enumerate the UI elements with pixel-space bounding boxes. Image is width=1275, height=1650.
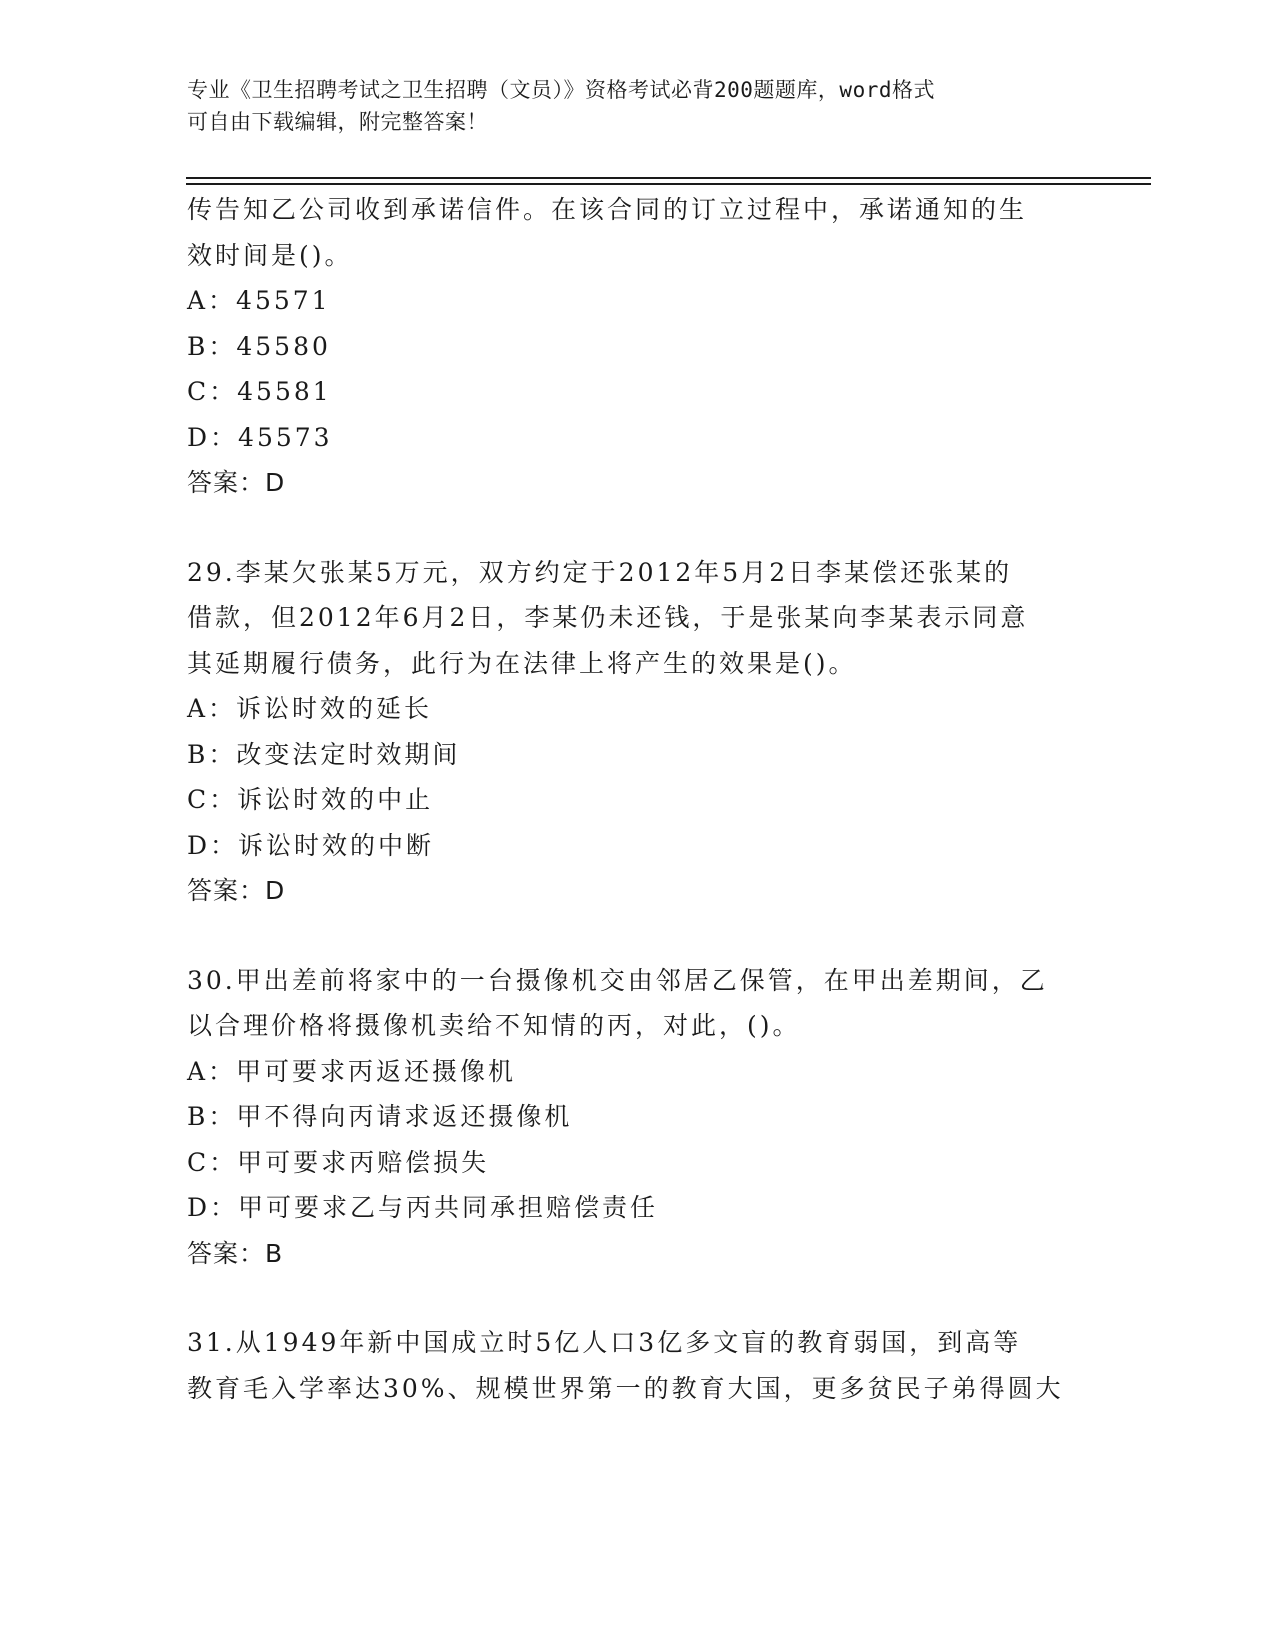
header-line-1: 专业《卫生招聘考试之卫生招聘（文员）》资格考试必背200题题库，word格式	[187, 78, 935, 102]
option-b: B：改变法定时效期间	[187, 739, 461, 769]
question-stem-line: 效时间是()。	[187, 240, 353, 270]
question-stem-line: 以合理价格将摄像机卖给不知情的丙，对此，()。	[187, 1011, 801, 1040]
answer: 答案：D	[187, 876, 286, 905]
header-rule-bottom	[186, 183, 1151, 185]
option-c: C：甲可要求丙赔偿损失	[187, 1147, 490, 1177]
question-gap	[187, 506, 1087, 550]
header-line-2: 可自由下载编辑，附完整答案！	[187, 110, 488, 134]
question-stem-line: 29.李某欠张某5万元，双方约定于2012年5月2日李某偿还张某的	[187, 557, 1013, 587]
question-stem-line: 借款，但2012年6月2日，李某仍未还钱，于是张某向李某表示同意	[187, 603, 1029, 632]
question-30	[187, 958, 1087, 1277]
option-d: D：45573	[187, 422, 333, 452]
answer: 答案：D	[187, 468, 286, 497]
option-a: A：诉讼时效的延长	[187, 694, 433, 723]
question-stem-line: 其延期履行债务，此行为在法律上将产生的效果是()。	[187, 648, 857, 678]
question-gap	[187, 914, 1087, 958]
header-rule-top	[186, 177, 1151, 179]
option-a: A：45571	[187, 286, 331, 315]
option-a: A：甲可要求丙返还摄像机	[187, 1056, 517, 1086]
answer: 答案：B	[187, 1238, 284, 1268]
question-29	[187, 550, 1087, 914]
option-d: D：甲可要求乙与丙共同承担赔偿责任	[187, 1193, 659, 1222]
option-c: C：45581	[187, 377, 332, 406]
question-31	[187, 1320, 1087, 1411]
question-list	[187, 187, 1087, 1411]
question-28	[187, 187, 1087, 506]
question-stem-line: 31.从1949年新中国成立时5亿人口3亿多文盲的教育弱国，到高等	[187, 1328, 1022, 1357]
question-stem-line: 教育毛入学率达30%、规模世界第一的教育大国，更多贫民子弟得圆大	[187, 1373, 1064, 1403]
option-b: B：45580	[187, 331, 331, 361]
option-d: D：诉讼时效的中断	[187, 830, 435, 860]
question-gap	[187, 1276, 1087, 1320]
option-c: C：诉讼时效的中止	[187, 785, 434, 814]
document-header	[187, 74, 1067, 138]
option-b: B：甲不得向丙请求返还摄像机	[187, 1102, 573, 1131]
question-stem-line: 传告知乙公司收到承诺信件。在该合同的订立过程中，承诺通知的生	[187, 195, 1028, 224]
question-stem-line: 30.甲出差前将家中的一台摄像机交由邻居乙保管，在甲出差期间，乙	[187, 965, 1048, 995]
